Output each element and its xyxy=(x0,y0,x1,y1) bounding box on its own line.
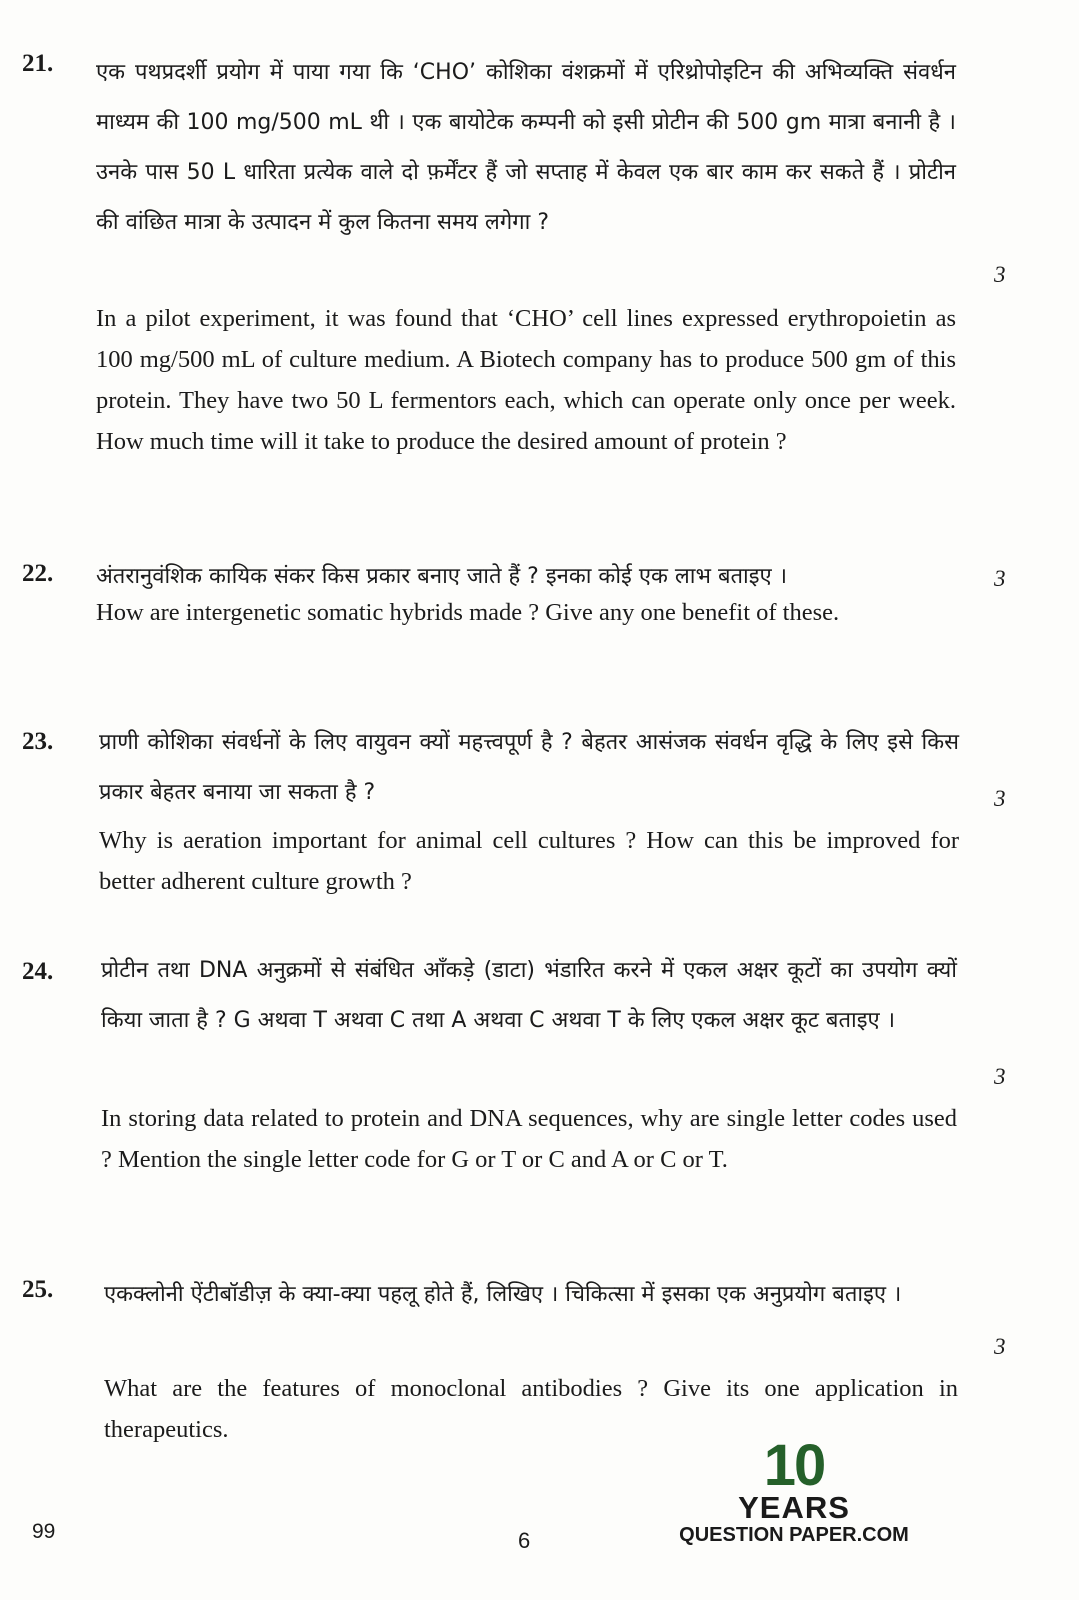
marks: 3 xyxy=(994,786,1006,811)
question-text-hindi: प्राणी कोशिका संवर्धनों के लिए वायुवन क्यों महत्त्वपूर्ण है ? बेहतर आसंजक संवर्धन वृद्धि के लिए इसे किस प्रकार बेहतर बनाया जा सकता है ? xyxy=(99,730,959,805)
watermark-site: QUESTION PAPER.COM xyxy=(679,1524,909,1546)
watermark-years: YEARS xyxy=(738,1490,850,1525)
question-number: 22. xyxy=(22,560,54,587)
paper-code: 99 xyxy=(32,1520,56,1543)
question-text-hindi: अंतरानुवंशिक कायिक संकर किस प्रकार बनाए जाते हैं ? इनका कोई एक लाभ बताइए । xyxy=(96,564,788,589)
watermark-number: 10 xyxy=(763,1433,825,1498)
question-text-english: What are the features of monoclonal antibodies ? Give its one application in therapeutics. xyxy=(104,1375,958,1443)
marks: 3 xyxy=(994,566,1006,591)
question-number: 21. xyxy=(22,50,54,77)
question-text-hindi: एकक्लोनी ऐंटीबॉडीज़ के क्या-क्या पहलू होते हैं, लिखिए । चिकित्सा में इसका एक अनुप्रयोग बताइए । xyxy=(104,1282,902,1307)
page-number: 6 xyxy=(518,1528,531,1553)
question-number: 23. xyxy=(22,728,54,755)
marks: 3 xyxy=(994,1334,1006,1359)
question-text-hindi: प्रोटीन तथा DNA अनुक्रमों से संबंधित आँकड़े (डाटा) भंडारित करने में एकल अक्षर कूटों का उपयोग क्यों किया जाता है ? G अथवा T अथवा C तथा A अथवा C अथवा T के लिए एकल अक्षर कूट बताइए । xyxy=(101,958,957,1033)
question-number: 24. xyxy=(22,958,54,985)
question-text-english: In a pilot experiment, it was found that ‘CHO’ cell lines expressed erythropoietin as 100 mg/500 mL of culture medium. A Biotech company has to produce 500 gm of this protein. They have two 50 L fermentors each, which can operate only once per week. How much time will it take to produce the desired amount of protein ? xyxy=(96,305,956,455)
question-text-english: Why is aeration important for animal cell cultures ? How can this be improved for better adherent culture growth ? xyxy=(99,827,959,895)
question-text-hindi: एक पथप्रदर्शी प्रयोग में पाया गया कि ‘CHO’ कोशिका वंशक्रमों में एरिथ्रोपोइटिन की अभिव्यक्ति संवर्धन माध्यम की 100 mg/500 mL थी । एक बायोटेक कम्पनी को इसी प्रोटीन की 500 gm मात्रा बनानी है । उनके पास 50 L धारिता प्रत्येक वाले दो फ़र्मेंटर हैं जो सप्ताह में केवल एक बार काम कर सकते हैं । प्रोटीन की वांछित मात्रा के उत्पादन में कुल कितना समय लगेगा ? xyxy=(96,60,956,235)
watermark-logo xyxy=(668,1433,920,1547)
question-text-english: How are intergenetic somatic hybrids made ? Give any one benefit of these. xyxy=(96,599,840,626)
marks: 3 xyxy=(994,1064,1006,1089)
question-text-english: In storing data related to protein and DNA sequences, why are single letter codes used ? Mention the single letter code for G or T or C and A or C or T. xyxy=(101,1105,957,1173)
marks: 3 xyxy=(994,262,1006,287)
question-number: 25. xyxy=(22,1276,54,1303)
